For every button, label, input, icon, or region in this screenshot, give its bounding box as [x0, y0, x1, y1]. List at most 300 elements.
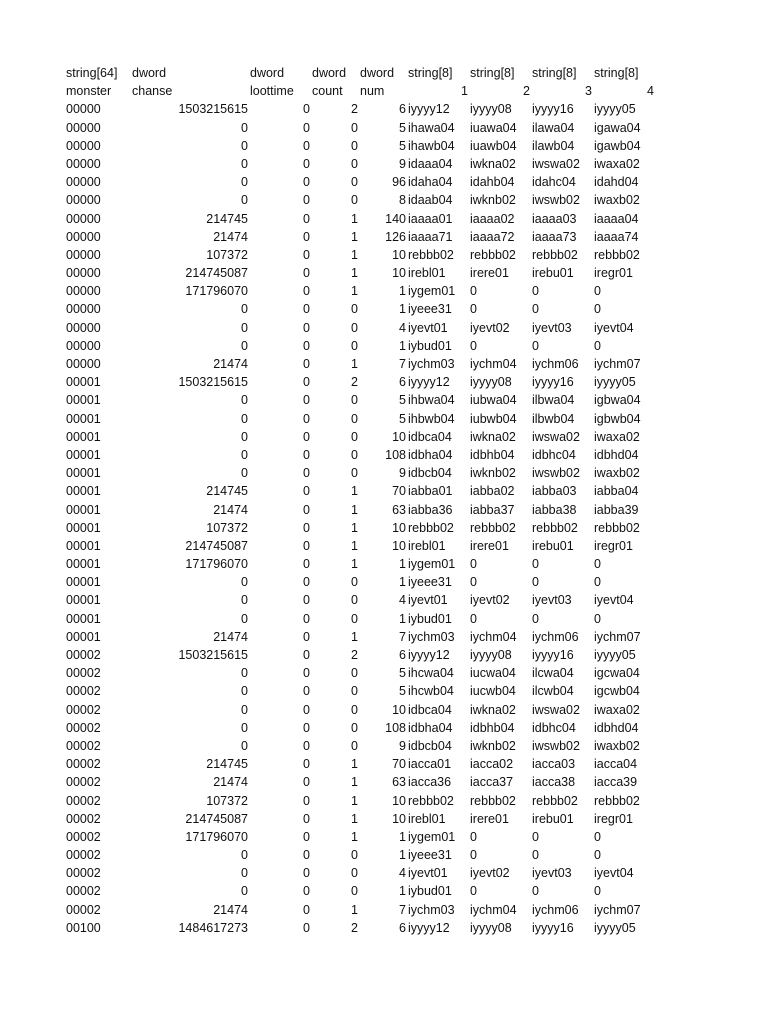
- table-cell: 00002: [66, 702, 101, 717]
- table-row: [0, 228, 768, 246]
- table-cell: irebu01: [532, 811, 574, 826]
- table-cell: iregr01: [594, 266, 633, 281]
- table-cell: 1: [351, 811, 358, 826]
- table-cell: iabba04: [594, 484, 639, 499]
- table-cell: 0: [303, 684, 310, 699]
- table-cell: 0: [351, 193, 358, 208]
- table-cell: 00002: [66, 738, 101, 753]
- table-cell: iyyyy16: [532, 375, 574, 390]
- table-cell: iacca37: [470, 775, 514, 790]
- table-cell: idaab04: [408, 193, 453, 208]
- table-cell: iabba36: [408, 502, 453, 517]
- table-cell: 10: [392, 429, 406, 444]
- table-cell: iyeee31: [408, 302, 452, 317]
- table-cell: 214745: [206, 757, 248, 772]
- table-cell: iyevt01: [408, 866, 448, 881]
- table-cell: 0: [303, 138, 310, 153]
- table-cell: iyevt02: [470, 593, 510, 608]
- table-cell: 0: [241, 175, 248, 190]
- table-cell: iwaxb02: [594, 738, 640, 753]
- table-cell: iygem01: [408, 557, 456, 572]
- table-cell: 10: [392, 538, 406, 553]
- table-cell: 21474: [213, 502, 248, 517]
- table-cell: iabba03: [532, 484, 577, 499]
- table-cell: 0: [241, 193, 248, 208]
- table-row: [0, 755, 768, 773]
- table-cell: ihcwa04: [408, 666, 454, 681]
- table-cell: 1: [351, 829, 358, 844]
- table-cell: 0: [470, 284, 477, 299]
- table-cell: 00100: [66, 920, 101, 935]
- table-cell: 9: [399, 466, 406, 481]
- table-cell: 0: [532, 848, 539, 863]
- table-cell: iychm07: [594, 902, 641, 917]
- table-cell: 00001: [66, 611, 101, 626]
- table-cell: iyevt03: [532, 320, 572, 335]
- table-cell: 1503215615: [178, 648, 248, 662]
- table-cell: 00001: [66, 411, 101, 426]
- table-row: [0, 628, 768, 646]
- table-cell: iwkna02: [470, 429, 516, 444]
- table-cell: iyevt01: [408, 593, 448, 608]
- table-cell: iubwa04: [470, 393, 517, 408]
- table-cell: 4: [399, 866, 406, 881]
- table-cell: igawa04: [594, 120, 641, 135]
- table-cell: ihcwb04: [408, 684, 454, 699]
- table-cell: 0: [470, 848, 477, 863]
- table-cell: rebbb02: [470, 520, 516, 535]
- table-cell: 107372: [206, 520, 248, 535]
- table-cell: 214745087: [185, 811, 248, 826]
- table-cell: idbcb04: [408, 738, 452, 753]
- table-cell: iyyyy08: [470, 920, 512, 935]
- table-row: [0, 573, 768, 591]
- table-row: [0, 591, 768, 609]
- table-cell: 0: [241, 593, 248, 608]
- table-cell: 0: [241, 120, 248, 135]
- table-cell: 0: [303, 175, 310, 190]
- table-cell: 5: [399, 120, 406, 135]
- table-cell: 1: [399, 302, 406, 317]
- header-name-cell: count: [312, 84, 343, 99]
- table-cell: 00002: [66, 684, 101, 699]
- table-cell: 1: [351, 793, 358, 808]
- header-type-cell: dword: [132, 66, 167, 80]
- table-cell: 96: [392, 175, 406, 190]
- table-cell: ilbwb04: [532, 411, 575, 426]
- table-cell: 0: [303, 557, 310, 572]
- table-cell: 70: [392, 484, 406, 499]
- table-cell: 0: [470, 557, 477, 572]
- table-cell: iaaaa71: [408, 229, 453, 244]
- table-cell: 0: [594, 848, 601, 863]
- table-cell: iyyyy08: [470, 648, 512, 662]
- table-cell: rebbb02: [532, 793, 578, 808]
- table-cell: ilcwb04: [532, 684, 574, 699]
- table-cell: iubwb04: [470, 411, 517, 426]
- table-cell: irebu01: [532, 538, 574, 553]
- table-cell: 107372: [206, 247, 248, 262]
- table-cell: 00000: [66, 320, 101, 335]
- table-cell: 10: [392, 793, 406, 808]
- table-cell: iwaxb02: [594, 193, 640, 208]
- table-cell: 0: [241, 466, 248, 481]
- table-cell: 0: [351, 156, 358, 171]
- table-cell: 0: [241, 429, 248, 444]
- table-cell: 0: [351, 338, 358, 353]
- table-cell: 0: [303, 102, 310, 117]
- table-cell: 0: [351, 848, 358, 863]
- table-cell: rebbb02: [594, 520, 640, 535]
- table-cell: 0: [303, 247, 310, 262]
- table-cell: idahd04: [594, 175, 639, 190]
- table-cell: 00002: [66, 829, 101, 844]
- table-cell: irere01: [470, 538, 509, 553]
- table-cell: iyevt03: [532, 593, 572, 608]
- table-cell: 5: [399, 666, 406, 681]
- table-cell: 00000: [66, 193, 101, 208]
- spreadsheet-table: [0, 64, 768, 937]
- table-row: [0, 646, 768, 664]
- table-cell: 1503215615: [178, 375, 248, 390]
- table-cell: iyyyy16: [532, 648, 574, 662]
- table-cell: 1: [351, 357, 358, 371]
- table-cell: iaaaa02: [470, 211, 515, 226]
- table-cell: 9: [399, 156, 406, 171]
- table-row: [0, 428, 768, 446]
- table-cell: iwaxa02: [594, 702, 640, 717]
- table-cell: iwkna02: [470, 702, 516, 717]
- table-cell: 0: [303, 575, 310, 590]
- table-row: [0, 391, 768, 409]
- table-cell: iaaaa03: [532, 211, 577, 226]
- table-cell: 0: [470, 829, 477, 844]
- table-row: [0, 846, 768, 864]
- table-cell: 1: [351, 211, 358, 226]
- table-cell: 00002: [66, 866, 101, 881]
- table-cell: idbca04: [408, 702, 452, 717]
- table-cell: iychm03: [408, 357, 455, 371]
- table-cell: iyyyy05: [594, 648, 636, 662]
- table-cell: iychm03: [408, 902, 455, 917]
- table-cell: 0: [351, 447, 358, 462]
- table-cell: 0: [303, 811, 310, 826]
- table-cell: igawb04: [594, 138, 641, 153]
- table-row: [0, 137, 768, 155]
- table-cell: 1: [351, 538, 358, 553]
- table-cell: 00002: [66, 884, 101, 899]
- table-cell: 00002: [66, 757, 101, 772]
- table-cell: 21474: [213, 775, 248, 790]
- table-cell: 0: [303, 884, 310, 899]
- table-cell: 1: [351, 775, 358, 790]
- table-cell: 21474: [213, 902, 248, 917]
- table-cell: iybud01: [408, 611, 452, 626]
- table-cell: 21474: [213, 229, 248, 244]
- table-cell: iychm04: [470, 902, 517, 917]
- table-cell: 2: [351, 375, 358, 390]
- table-cell: 00000: [66, 175, 101, 190]
- table-cell: ihawa04: [408, 120, 455, 135]
- table-cell: 5: [399, 138, 406, 153]
- table-cell: 7: [399, 629, 406, 644]
- table-cell: 0: [351, 684, 358, 699]
- table-row: [0, 282, 768, 300]
- table-cell: 1: [351, 520, 358, 535]
- table-cell: 1: [399, 557, 406, 572]
- header-name-cell: 3: [585, 84, 592, 99]
- table-cell: 00000: [66, 302, 101, 317]
- table-cell: 00001: [66, 629, 101, 644]
- table-cell: iacca04: [594, 757, 638, 772]
- table-cell: 0: [351, 666, 358, 681]
- table-row: [0, 773, 768, 791]
- table-cell: iaaaa72: [470, 229, 515, 244]
- table-cell: irebl01: [408, 538, 446, 553]
- table-cell: 6: [399, 920, 406, 935]
- header-name-cell: num: [360, 84, 385, 99]
- table-cell: ihbwa04: [408, 393, 455, 408]
- table-cell: 0: [241, 884, 248, 899]
- table-cell: iyevt01: [408, 320, 448, 335]
- table-cell: 00002: [66, 902, 101, 917]
- header-type-cell: string[64]: [66, 66, 118, 80]
- table-cell: 0: [241, 666, 248, 681]
- table-cell: igcwa04: [594, 666, 640, 681]
- table-cell: 6: [399, 648, 406, 662]
- table-cell: 0: [303, 775, 310, 790]
- table-cell: 00001: [66, 484, 101, 499]
- table-cell: 0: [303, 211, 310, 226]
- table-cell: 0: [303, 447, 310, 462]
- table-cell: 0: [532, 611, 539, 626]
- table-cell: iybud01: [408, 884, 452, 899]
- header-name-cell: 1: [461, 84, 468, 99]
- table-cell: iwswa02: [532, 156, 580, 171]
- table-cell: idahb04: [470, 175, 515, 190]
- table-row: [0, 519, 768, 537]
- table-cell: rebbb02: [470, 793, 516, 808]
- table-cell: 00002: [66, 775, 101, 790]
- table-cell: 0: [303, 502, 310, 517]
- table-cell: rebbb02: [532, 247, 578, 262]
- table-cell: iychm06: [532, 629, 579, 644]
- table-cell: 0: [241, 848, 248, 863]
- table-cell: 0: [303, 593, 310, 608]
- table-cell: idbcb04: [408, 466, 452, 481]
- table-cell: ilcwa04: [532, 666, 574, 681]
- table-cell: idbhb04: [470, 447, 515, 462]
- table-row: [0, 319, 768, 337]
- table-cell: 0: [303, 429, 310, 444]
- table-cell: iyyyy05: [594, 920, 636, 935]
- table-cell: iyyyy16: [532, 102, 574, 117]
- table-cell: 5: [399, 411, 406, 426]
- table-cell: 0: [303, 866, 310, 881]
- table-cell: iyeee31: [408, 848, 452, 863]
- table-cell: 0: [470, 338, 477, 353]
- table-cell: iyevt02: [470, 866, 510, 881]
- table-cell: iyevt02: [470, 320, 510, 335]
- table-cell: 0: [351, 138, 358, 153]
- table-cell: 0: [303, 302, 310, 317]
- table-cell: iygem01: [408, 284, 456, 299]
- table-cell: 00000: [66, 138, 101, 153]
- table-cell: 1: [351, 502, 358, 517]
- table-cell: iybud01: [408, 338, 452, 353]
- table-cell: 1: [351, 284, 358, 299]
- table-cell: iyevt04: [594, 866, 634, 881]
- table-cell: 2: [351, 920, 358, 935]
- table-cell: 70: [392, 757, 406, 772]
- header-type-cell: dword: [250, 66, 285, 80]
- table-cell: 0: [241, 320, 248, 335]
- table-cell: iyyyy05: [594, 375, 636, 390]
- table-cell: 00002: [66, 666, 101, 681]
- table-cell: 00002: [66, 793, 101, 808]
- table-cell: 5: [399, 393, 406, 408]
- table-cell: iabba38: [532, 502, 577, 517]
- table-row: [0, 882, 768, 900]
- table-cell: 4: [399, 593, 406, 608]
- table-cell: iuawb04: [470, 138, 517, 153]
- table-cell: iacca39: [594, 775, 638, 790]
- table-cell: 10: [392, 520, 406, 535]
- table-cell: 0: [303, 229, 310, 244]
- table-cell: iwswb02: [532, 193, 580, 208]
- table-cell: 0: [594, 829, 601, 844]
- table-cell: 0: [303, 266, 310, 281]
- table-cell: 0: [241, 611, 248, 626]
- table-cell: 0: [532, 284, 539, 299]
- table-cell: iwaxa02: [594, 156, 640, 171]
- table-cell: 0: [532, 557, 539, 572]
- table-cell: idbca04: [408, 429, 452, 444]
- table-cell: iychm07: [594, 629, 641, 644]
- table-row: [0, 864, 768, 882]
- table-cell: 5: [399, 684, 406, 699]
- table-cell: 00001: [66, 466, 101, 481]
- table-cell: 21474: [213, 357, 248, 371]
- table-cell: 00001: [66, 538, 101, 553]
- table-cell: idbha04: [408, 447, 453, 462]
- table-cell: 0: [241, 156, 248, 171]
- table-row: [0, 664, 768, 682]
- table-cell: 0: [303, 829, 310, 844]
- table-cell: 1484617273: [178, 920, 248, 935]
- table-cell: 0: [303, 920, 310, 935]
- table-cell: iaaaa73: [532, 229, 577, 244]
- table-cell: 0: [594, 338, 601, 353]
- table-cell: iabba02: [470, 484, 515, 499]
- header-name-cell: 2: [523, 84, 530, 99]
- table-row: [0, 173, 768, 191]
- header-name-cell: 4: [647, 84, 654, 99]
- table-cell: 0: [351, 175, 358, 190]
- table-cell: 0: [303, 757, 310, 772]
- header-type-cell: string[8]: [594, 66, 639, 80]
- table-cell: iygem01: [408, 829, 456, 844]
- table-cell: 0: [532, 884, 539, 899]
- table-cell: 0: [303, 156, 310, 171]
- table-row: [0, 701, 768, 719]
- table-cell: iwswa02: [532, 429, 580, 444]
- table-cell: 0: [351, 466, 358, 481]
- table-cell: 214745087: [185, 266, 248, 281]
- header-type-cell: string[8]: [532, 66, 577, 80]
- table-cell: 0: [532, 338, 539, 353]
- table-row: [0, 100, 768, 118]
- table-cell: iabba01: [408, 484, 453, 499]
- table-cell: iregr01: [594, 538, 633, 553]
- table-cell: idbhd04: [594, 720, 639, 735]
- table-cell: 0: [241, 393, 248, 408]
- table-cell: 214745: [206, 211, 248, 226]
- table-cell: 0: [303, 375, 310, 390]
- table-cell: 6: [399, 375, 406, 390]
- table-cell: irere01: [470, 811, 509, 826]
- table-cell: 00001: [66, 520, 101, 535]
- table-cell: 8: [399, 193, 406, 208]
- table-cell: 0: [594, 284, 601, 299]
- table-cell: iaaaa04: [594, 211, 639, 226]
- table-cell: iacca03: [532, 757, 576, 772]
- header-name-cell: monster: [66, 84, 112, 99]
- table-cell: 0: [303, 466, 310, 481]
- table-cell: igcwb04: [594, 684, 640, 699]
- table-cell: 0: [241, 702, 248, 717]
- table-cell: 0: [532, 575, 539, 590]
- table-row: [0, 410, 768, 428]
- table-cell: 00002: [66, 811, 101, 826]
- table-cell: iyyyy08: [470, 375, 512, 390]
- table-cell: 0: [351, 320, 358, 335]
- table-row: [0, 446, 768, 464]
- table-cell: iregr01: [594, 811, 633, 826]
- table-cell: idaha04: [408, 175, 453, 190]
- table-cell: iwknb02: [470, 738, 516, 753]
- table-cell: 00000: [66, 284, 101, 299]
- table-cell: 00000: [66, 229, 101, 244]
- table-cell: 00000: [66, 156, 101, 171]
- table-cell: irebu01: [532, 266, 574, 281]
- table-cell: 171796070: [185, 284, 248, 299]
- table-row: [0, 246, 768, 264]
- table-cell: iychm04: [470, 629, 517, 644]
- table-row: [0, 792, 768, 810]
- table-row: [0, 373, 768, 391]
- table-row: [0, 610, 768, 628]
- table-cell: 0: [303, 357, 310, 371]
- table-cell: 1503215615: [178, 102, 248, 117]
- table-cell: iwaxa02: [594, 429, 640, 444]
- table-cell: idbhd04: [594, 447, 639, 462]
- table-cell: rebbb02: [408, 520, 454, 535]
- table-cell: 0: [351, 738, 358, 753]
- table-cell: 0: [303, 629, 310, 644]
- table-cell: iyyyy12: [408, 375, 450, 390]
- table-cell: ilawa04: [532, 120, 575, 135]
- table-cell: 1: [351, 902, 358, 917]
- table-cell: 2: [351, 648, 358, 662]
- table-cell: iychm04: [470, 357, 517, 371]
- table-cell: 0: [351, 611, 358, 626]
- table-row: [0, 901, 768, 919]
- table-cell: 0: [594, 575, 601, 590]
- table-cell: 0: [303, 484, 310, 499]
- table-cell: 0: [241, 720, 248, 735]
- table-cell: 0: [351, 429, 358, 444]
